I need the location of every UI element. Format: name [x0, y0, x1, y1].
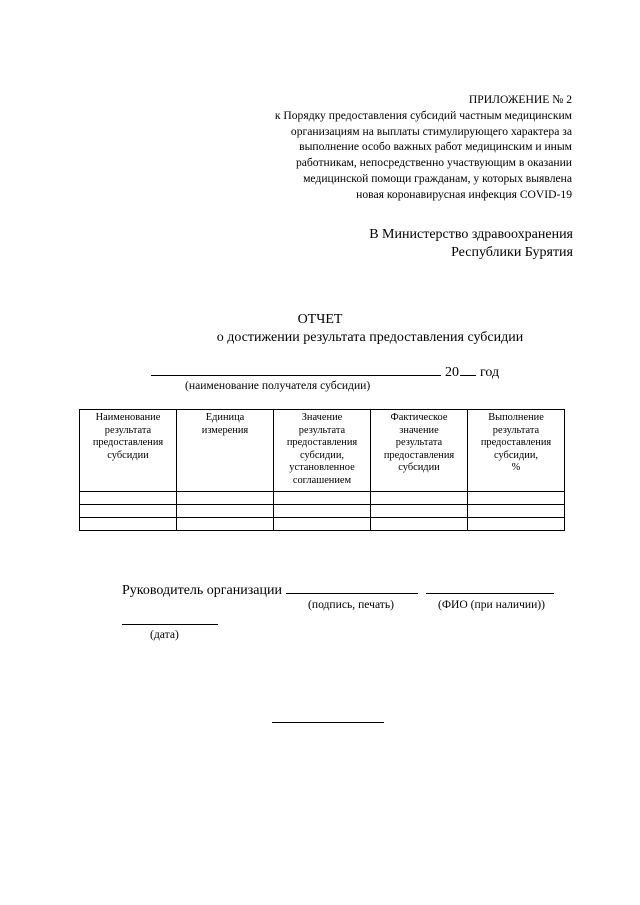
fio-caption: (ФИО (при наличии)): [438, 598, 546, 611]
header-planned-value: [274, 410, 371, 492]
header-text: значение: [399, 424, 439, 436]
appendix-block: [212, 92, 572, 203]
table-cell: [371, 518, 468, 531]
appendix-line: медицинской помощи гражданам, у которых выявлена: [303, 171, 572, 185]
header-text: измерения: [201, 424, 249, 436]
header-text: предоставления: [383, 449, 455, 461]
header-completion-percent: [468, 410, 565, 492]
header-result-name: [80, 410, 177, 492]
header-unit: [177, 410, 274, 492]
appendix-line: к Порядку предоставления субсидий частным медицинским: [274, 108, 572, 122]
table-cell: [468, 505, 565, 518]
header-text: предоставления: [286, 437, 358, 448]
recipient-block: [273, 226, 573, 261]
header-text: Выполнение: [488, 412, 544, 423]
header-text: Наименование: [95, 412, 161, 423]
table-cell: [177, 518, 274, 531]
header-text: субсидии: [398, 462, 440, 473]
table-cell: [80, 492, 177, 505]
end-separator: [272, 722, 384, 723]
date-blank: [122, 624, 218, 625]
report-table: [79, 409, 565, 531]
table-cell: [371, 505, 468, 518]
appendix-line: работникам, непосредственно участвующим в оказании: [295, 156, 572, 170]
report-subtitle: о достижении результата предоставления субсидии: [216, 330, 524, 345]
head-signature-line: [122, 580, 554, 599]
table-cell: [177, 505, 274, 518]
table-header-row: [80, 410, 565, 492]
table-cell: [274, 492, 371, 505]
header-text: субсидии,: [494, 449, 538, 461]
table-cell: [274, 518, 371, 531]
date-caption: (дата): [150, 628, 179, 641]
table-row: [80, 505, 565, 518]
header-text: результата: [298, 424, 346, 436]
year-prefix: 20: [445, 365, 459, 380]
report-title: ОТЧЕТ: [297, 312, 343, 327]
table-cell: [177, 492, 274, 505]
year-word: год: [480, 365, 500, 380]
header-text: результата: [492, 424, 540, 436]
recipient-line-1: В Министерство здравоохранения: [369, 227, 573, 242]
header-text: результата: [395, 437, 443, 448]
recipient-caption: (наименование получателя субсидии): [185, 379, 371, 392]
header-text: установленное: [289, 462, 355, 473]
header-text: Единица: [205, 412, 245, 423]
table-cell: [80, 518, 177, 531]
fio-blank: [426, 580, 554, 594]
appendix-title: ПРИЛОЖЕНИЕ № 2: [468, 93, 572, 106]
header-text: результата: [104, 424, 152, 436]
table-cell: [468, 518, 565, 531]
appendix-line: организациям на выплаты стимулирующего характера за: [290, 124, 572, 138]
recipient-name-blank: [151, 361, 441, 376]
header-text: %: [511, 462, 521, 473]
year-blank: [460, 362, 476, 376]
head-label: Руководитель организации: [122, 583, 282, 598]
signature-blank: [286, 580, 418, 594]
table-row: [80, 492, 565, 505]
header-actual-value: [371, 410, 468, 492]
table-cell: [80, 505, 177, 518]
appendix-line: выполнение особо важных работ медицинским и иным: [299, 140, 572, 154]
header-text: субсидии: [107, 449, 149, 461]
header-text: соглашением: [292, 474, 352, 486]
header-text: субсидии,: [300, 449, 344, 461]
header-text: предоставления: [92, 437, 164, 448]
table-cell: [371, 492, 468, 505]
header-text: Фактическое: [390, 412, 448, 423]
header-text: предоставления: [480, 437, 552, 448]
report-title-block: [0, 311, 640, 347]
recipient-line-2: Республики Бурятия: [451, 244, 573, 260]
appendix-line: новая коронавирусная инфекция COVID-19: [356, 187, 572, 201]
table-cell: [468, 492, 565, 505]
header-text: Значение: [301, 412, 343, 423]
table-row: [80, 518, 565, 531]
signature-caption: (подпись, печать): [308, 598, 395, 611]
table-cell: [274, 505, 371, 518]
